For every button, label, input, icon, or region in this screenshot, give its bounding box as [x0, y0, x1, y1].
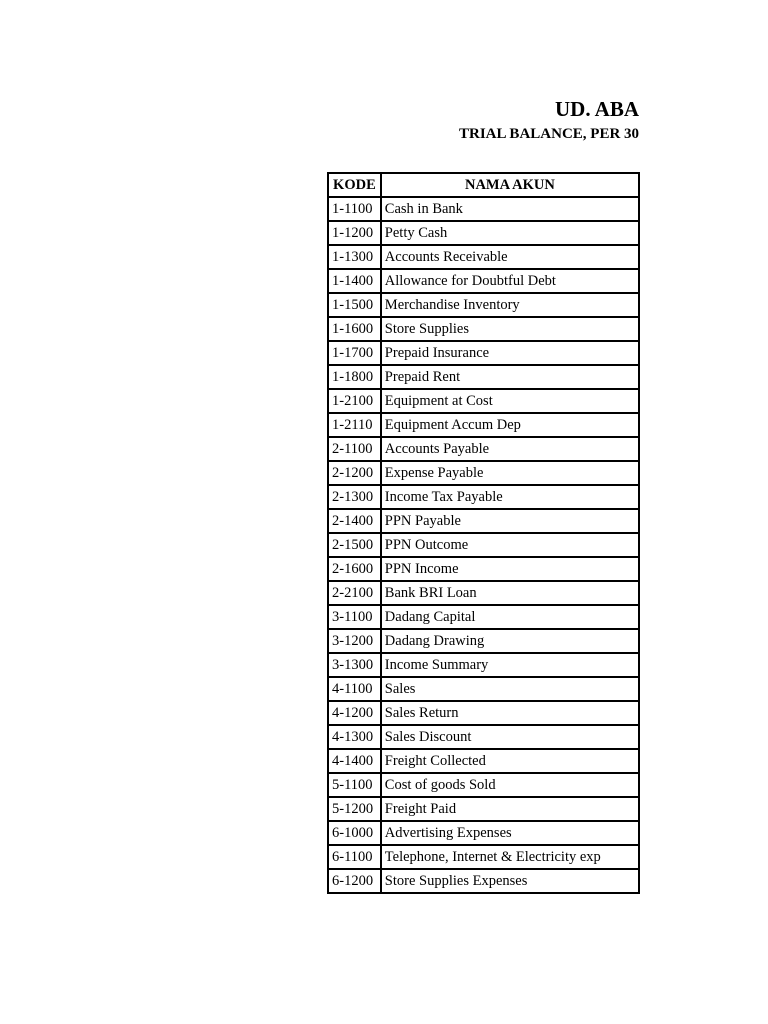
table-row [328, 365, 639, 389]
account-code: 2-2100 [328, 581, 381, 605]
account-code: 6-1100 [328, 845, 381, 869]
account-name: PPN Income [381, 557, 639, 581]
account-code: 1-1100 [328, 197, 381, 221]
account-name: Bank BRI Loan [381, 581, 639, 605]
account-name: Dadang Drawing [381, 629, 639, 653]
account-name: Store Supplies Expenses [381, 869, 639, 893]
column-header-name: NAMA AKUN [381, 173, 639, 197]
table-row [328, 197, 639, 221]
account-code: 2-1100 [328, 437, 381, 461]
account-code: 1-1400 [328, 269, 381, 293]
table-row [328, 533, 639, 557]
table-row [328, 821, 639, 845]
table-row [328, 605, 639, 629]
table-header-row [328, 173, 639, 197]
table-row [328, 653, 639, 677]
account-name: Freight Collected [381, 749, 639, 773]
account-name: Store Supplies [381, 317, 639, 341]
account-code: 2-1200 [328, 461, 381, 485]
table-row [328, 845, 639, 869]
account-code: 3-1300 [328, 653, 381, 677]
account-code: 1-1500 [328, 293, 381, 317]
table-body [328, 197, 639, 893]
column-header-code: KODE [328, 173, 381, 197]
table-row [328, 749, 639, 773]
table-row [328, 797, 639, 821]
account-name: Prepaid Rent [381, 365, 639, 389]
table-row [328, 581, 639, 605]
account-code: 2-1600 [328, 557, 381, 581]
company-title: UD. ABA [555, 97, 640, 121]
chart-of-accounts-table [327, 172, 640, 894]
report-subtitle: TRIAL BALANCE, PER 30 [459, 126, 640, 142]
account-name: Equipment Accum Dep [381, 413, 639, 437]
account-name: Accounts Receivable [381, 245, 639, 269]
table-row [328, 389, 639, 413]
account-name: Sales Return [381, 701, 639, 725]
account-code: 2-1300 [328, 485, 381, 509]
table-row [328, 413, 639, 437]
table-row [328, 629, 639, 653]
account-code: 2-1400 [328, 509, 381, 533]
account-name: Telephone, Internet & Electricity exp [381, 845, 639, 869]
account-name: PPN Outcome [381, 533, 639, 557]
table-row [328, 221, 639, 245]
account-code: 4-1100 [328, 677, 381, 701]
account-code: 6-1000 [328, 821, 381, 845]
table-row [328, 317, 639, 341]
table-row [328, 269, 639, 293]
account-name: PPN Payable [381, 509, 639, 533]
table-row [328, 677, 639, 701]
table-row [328, 869, 639, 893]
account-code: 4-1200 [328, 701, 381, 725]
account-name: Income Summary [381, 653, 639, 677]
account-code: 1-1700 [328, 341, 381, 365]
account-code: 6-1200 [328, 869, 381, 893]
account-code: 2-1500 [328, 533, 381, 557]
table-row [328, 245, 639, 269]
account-name: Cash in Bank [381, 197, 639, 221]
table-row [328, 725, 639, 749]
table-row [328, 557, 639, 581]
account-code: 1-1800 [328, 365, 381, 389]
account-code: 4-1400 [328, 749, 381, 773]
account-code: 3-1200 [328, 629, 381, 653]
account-name: Merchandise Inventory [381, 293, 639, 317]
account-code: 1-1600 [328, 317, 381, 341]
account-name: Equipment at Cost [381, 389, 639, 413]
table-row [328, 461, 639, 485]
table-row [328, 485, 639, 509]
account-name: Expense Payable [381, 461, 639, 485]
table-row [328, 701, 639, 725]
account-name: Freight Paid [381, 797, 639, 821]
account-code: 5-1100 [328, 773, 381, 797]
table-row [328, 773, 639, 797]
table-row [328, 293, 639, 317]
table-row [328, 341, 639, 365]
account-name: Income Tax Payable [381, 485, 639, 509]
account-code: 1-1300 [328, 245, 381, 269]
table-row [328, 437, 639, 461]
account-name: Cost of goods Sold [381, 773, 639, 797]
account-code: 1-1200 [328, 221, 381, 245]
account-name: Accounts Payable [381, 437, 639, 461]
account-code: 3-1100 [328, 605, 381, 629]
account-code: 5-1200 [328, 797, 381, 821]
account-name: Allowance for Doubtful Debt [381, 269, 639, 293]
account-code: 1-2100 [328, 389, 381, 413]
account-name: Sales [381, 677, 639, 701]
account-name: Dadang Capital [381, 605, 639, 629]
account-name: Petty Cash [381, 221, 639, 245]
account-name: Advertising Expenses [381, 821, 639, 845]
account-name: Sales Discount [381, 725, 639, 749]
account-code: 1-2110 [328, 413, 381, 437]
account-code: 4-1300 [328, 725, 381, 749]
table-row [328, 509, 639, 533]
account-name: Prepaid Insurance [381, 341, 639, 365]
